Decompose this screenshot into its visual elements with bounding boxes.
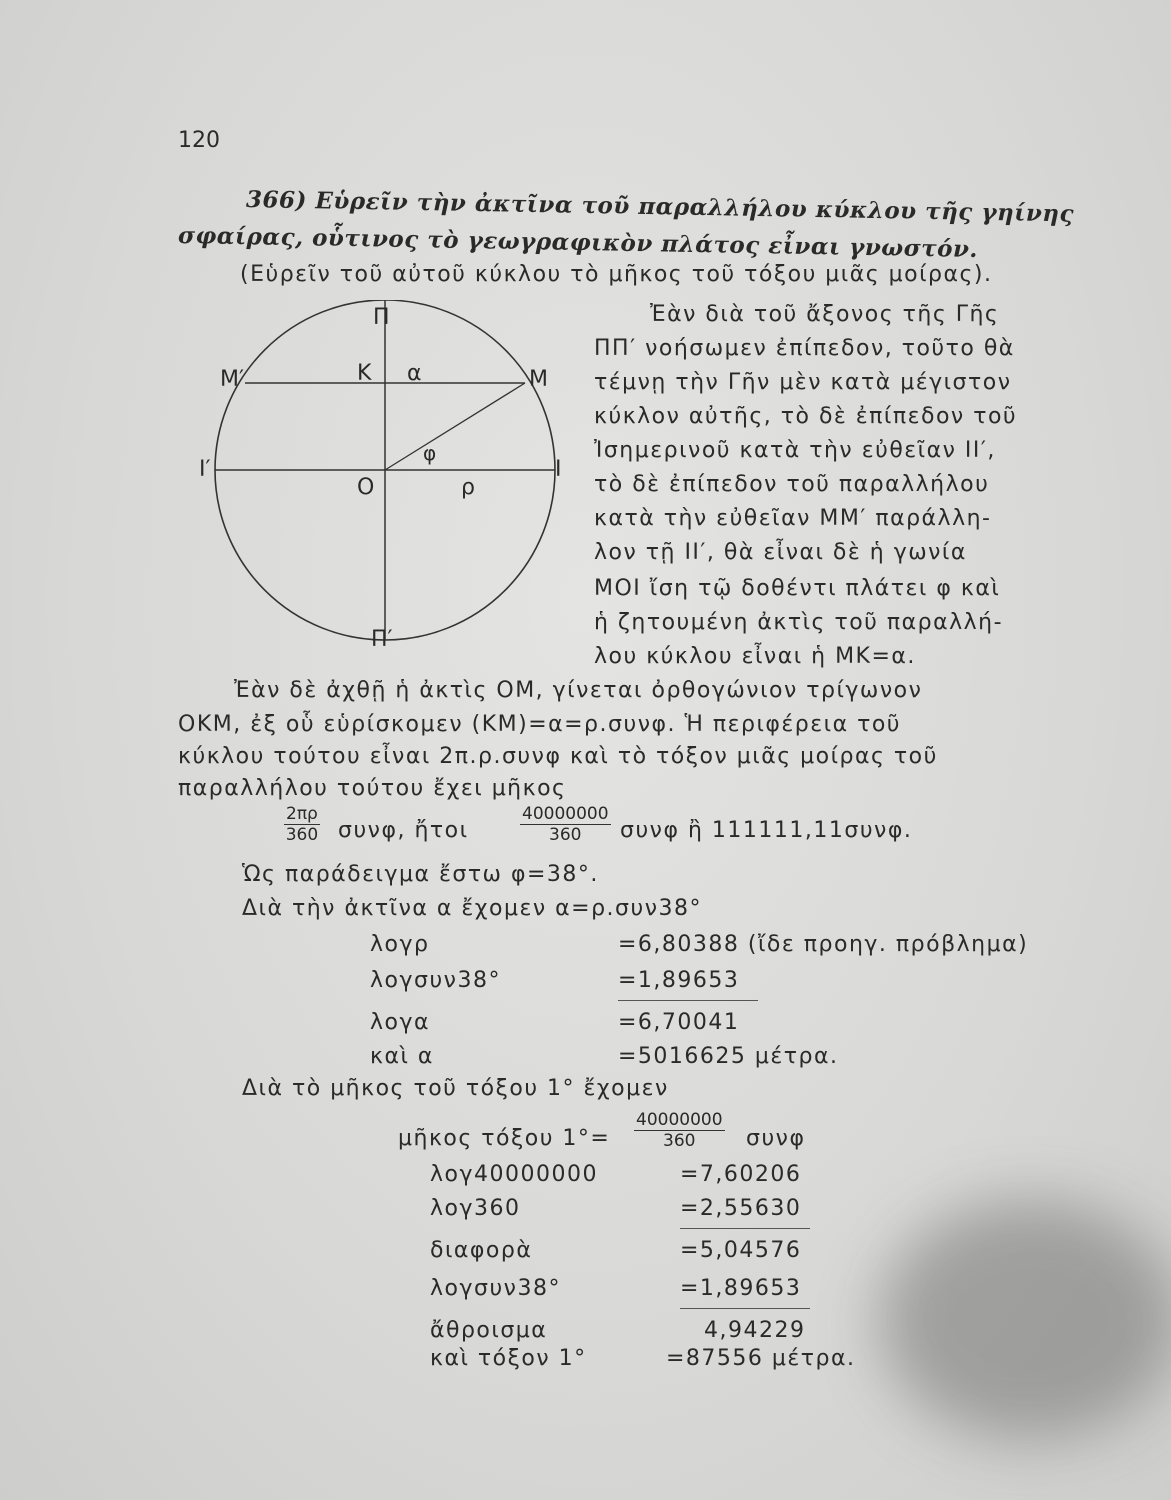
fraction-denominator: 360: [663, 1131, 696, 1151]
example-line1: Ὡς παράδειγμα ἔστω φ=38°.: [242, 862, 599, 887]
calc1-value: =6,70041: [618, 1010, 740, 1035]
label-P: Π: [373, 305, 390, 330]
calc2-label: λογσυν38°: [430, 1276, 561, 1301]
label-alpha: α: [407, 361, 422, 386]
calc2-label: ἄθροισμα: [430, 1318, 548, 1343]
arc-intro: Διὰ τὸ μῆκος τοῦ τόξου 1° ἔχομεν: [242, 1076, 669, 1101]
label-I: Ι: [555, 457, 562, 482]
label-O: Ο: [357, 475, 375, 500]
side-text-line: κύκλον αὐτῆς, τὸ δὲ ἐπίπεδον τοῦ: [594, 404, 1018, 429]
calc2-label: καὶ τόξον 1°: [430, 1346, 587, 1371]
earth-diagram: [195, 300, 575, 660]
body-text-line: Ἐὰν δὲ ἀχθῇ ἡ ἀκτὶς ΟΜ, γίνεται ὀρθογώνιον τρίγωνον: [234, 678, 923, 703]
side-text-line: ΜΟΙ ἴση τῷ δοθέντι πλάτει φ καὶ: [594, 576, 1001, 601]
label-K: Κ: [357, 361, 372, 386]
formula1-text1: συνφ, ἤτοι: [338, 818, 469, 843]
side-text-line: λου κύκλου εἶναι ἡ ΜΚ=α.: [594, 644, 916, 669]
side-text-line: τὸ δὲ ἐπίπεδον τοῦ παραλλήλου: [594, 472, 990, 497]
label-P-prime: Π′: [371, 627, 393, 652]
label-M-prime: Μ′: [220, 367, 244, 392]
fraction-numerator: 40000000: [636, 1110, 723, 1130]
calc2-value: =1,89653: [680, 1276, 802, 1301]
side-text-line: κατὰ τὴν εὐθεῖαν ΜΜ′ παράλλη-: [594, 506, 992, 531]
fraction-numerator: 40000000: [522, 804, 609, 824]
label-M: Μ: [529, 367, 548, 392]
fraction-denominator: 360: [285, 825, 319, 845]
calc1-label: λογσυν38°: [370, 968, 501, 993]
calc1-value: =6,80388 (ἴδε προηγ. πρόβλημα): [618, 932, 1029, 957]
example-line2: Διὰ τὴν ἀκτῖνα α ἔχομεν α=ρ.συν38°: [242, 896, 702, 921]
label-phi: φ: [423, 441, 437, 465]
side-text-line: Ἐὰν διὰ τοῦ ἄξονος τῆς Γῆς: [650, 302, 1000, 327]
side-text-line: Ἰσημερινοῦ κατὰ τὴν εὐθεῖαν ΙΙ′,: [594, 438, 996, 463]
radius-line-om: [385, 383, 525, 470]
arc-formula-after: συνφ: [746, 1126, 806, 1151]
label-I-prime: Ι′: [199, 457, 211, 482]
body-text-line: ΟΚΜ, ἐξ οὗ εὑρίσκομεν (ΚΜ)=α=ρ.συνφ. Ἡ περιφέρεια τοῦ: [178, 712, 902, 737]
calc2-value: =5,04576: [680, 1238, 802, 1263]
problem-subheading: (Εὑρεῖν τοῦ αὐτοῦ κύκλου τὸ μῆκος τοῦ τόξου μιᾶς μοίρας).: [240, 262, 993, 287]
side-text-line: ΠΠ′ νοήσωμεν ἐπίπεδον, τοῦτο θὰ: [594, 336, 1015, 361]
body-text-line: κύκλου τούτου εἶναι 2π.ρ.συνφ καὶ τὸ τόξον μιᾶς μοίρας τοῦ: [178, 744, 938, 769]
formula1-fraction2: [520, 804, 611, 845]
calc2-value: 4,94229: [704, 1318, 806, 1343]
calc2-value: =2,55630: [680, 1196, 802, 1221]
sum-rule: [680, 1308, 810, 1309]
calc1-label: καὶ α: [370, 1044, 434, 1069]
calc1-value: =5016625 μέτρα.: [618, 1044, 839, 1069]
fraction-numerator: 2πρ: [286, 804, 318, 824]
problem-heading-line2: σφαίρας, οὗτινος τὸ γεωγραφικὸν πλάτος εἶναι γνωστόν.: [177, 222, 979, 263]
formula1-fraction1: [284, 804, 320, 845]
side-text-line: ἡ ζητουμένη ἀκτὶς τοῦ παραλλή-: [594, 610, 1004, 635]
side-text-line: τέμνῃ τὴν Γῆν μὲν κατὰ μέγιστον: [594, 370, 1012, 395]
calc2-label: λογ40000000: [430, 1162, 598, 1187]
body-text-line: παραλλήλου τούτου ἔχει μῆκος: [178, 776, 567, 801]
problem-heading-line1: 366) Εὑρεῖν τὴν ἀκτῖνα τοῦ παραλλήλου κύκλου τῆς γηίνης: [245, 186, 1075, 228]
label-rho: ρ: [461, 475, 475, 500]
calc2-value: =87556 μέτρα.: [666, 1346, 856, 1371]
calc2-label: λογ360: [430, 1196, 521, 1221]
calc2-value: =7,60206: [680, 1162, 802, 1187]
arc-formula-fraction: [634, 1110, 725, 1151]
side-text-line: λον τῇ ΙΙ′, θὰ εἶναι δὲ ἡ γωνία: [594, 540, 967, 565]
sum-rule: [618, 1000, 758, 1001]
calc1-value: =1,89653: [618, 968, 740, 993]
fraction-denominator: 360: [549, 825, 582, 845]
difference-rule: [680, 1228, 810, 1229]
page-number: 120: [178, 128, 220, 153]
calc2-label: διαφορὰ: [430, 1238, 533, 1263]
calc1-label: λογα: [370, 1010, 431, 1035]
formula1-text2: συνφ ἢ 111111,11συνφ.: [620, 818, 913, 843]
shadow-smudge: [880, 1200, 1171, 1440]
arc-formula-label: μῆκος τόξου 1°=: [398, 1126, 611, 1151]
calc1-label: λογρ: [370, 932, 430, 957]
